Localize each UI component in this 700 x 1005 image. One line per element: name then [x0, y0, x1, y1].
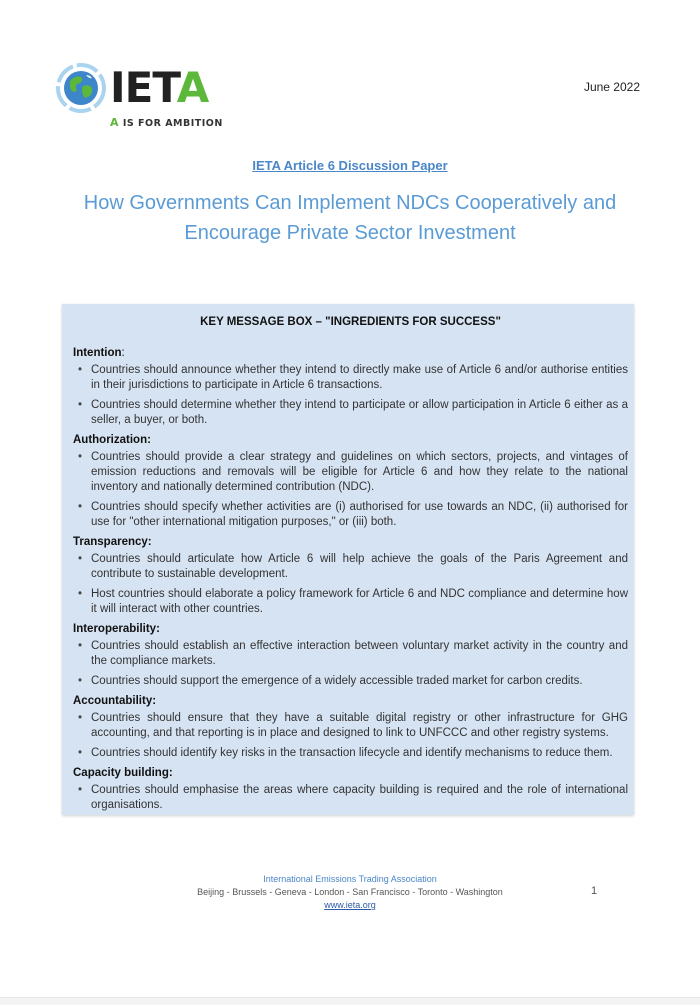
section-heading: Transparency:	[73, 536, 152, 548]
logo-tagline: A IS FOR AMBITION	[110, 116, 223, 129]
section-capacity-building	[73, 766, 628, 813]
bullet-item: • Countries should emphasise the areas where capacity building is required and the role of international organisations.	[73, 783, 628, 813]
key-message-box	[62, 304, 634, 815]
bullet-item: • Countries should support the emergence of a widely accessible traded market for carbon credits.	[73, 674, 628, 689]
globe-icon	[56, 63, 106, 113]
footer-organization: International Emissions Trading Association	[263, 874, 437, 884]
bullet-item: • Countries should ensure that they have a suitable digital registry or other infrastructure for GHG accounting, and that reporting is in place and designed to link to UNFCCC and other registry systems.	[73, 711, 628, 741]
section-intention	[73, 346, 628, 428]
document-subtitle: IETA Article 6 Discussion Paper	[252, 158, 448, 173]
section-heading: Intention:	[73, 347, 125, 359]
key-message-box-title: KEY MESSAGE BOX – "INGREDIENTS FOR SUCCESS"	[200, 316, 501, 328]
bullet-item: • Countries should determine whether they intend to participate or allow participation in Article 6 either as a seller, a buyer, or both.	[73, 398, 628, 428]
bullet-item: • Countries should identify key risks in the transaction lifecycle and identify mechanisms to reduce them.	[73, 746, 628, 761]
bullet-item: • Countries should specify whether activities are (i) authorised for use towards an NDC, (ii) authorised for use for "other international mitigation purposes," or (iii) both.	[73, 500, 628, 530]
title-line-2: Encourage Private Sector Investment	[184, 222, 516, 244]
document-title	[60, 188, 640, 248]
section-heading: Accountability:	[73, 695, 157, 707]
section-authorization	[73, 433, 628, 530]
bullet-item: • Countries should provide a clear strategy and guidelines on which sectors, projects, and vintages of emission reductions and removals will be eligible for Article 6 and how they relate to the national inventory and nationally determined contribution (NDC).	[73, 450, 628, 495]
bullet-item: • Host countries should elaborate a policy framework for Article 6 and NDC compliance and determine how it will interact with other countries.	[73, 587, 628, 617]
footer-cities: Beijing - Brussels - Geneva - London - San Francisco - Toronto - Washington	[197, 887, 503, 897]
bullet-item: • Countries should articulate how Article 6 will help achieve the goals of the Paris Agreement and contribute to sustainable development.	[73, 552, 628, 582]
page-number: 1	[591, 885, 598, 897]
footer-website-link[interactable]: www.ieta.org	[324, 900, 376, 910]
document-date: June 2022	[583, 80, 640, 94]
bullet-item: • Countries should announce whether they intend to directly make use of Article 6 and/or authorise entities in their jurisdictions to participate in Article 6 transactions.	[73, 363, 628, 393]
section-accountability	[73, 694, 628, 761]
section-heading: Authorization:	[73, 434, 151, 446]
section-heading: Capacity building:	[73, 767, 173, 779]
title-line-1: How Governments Can Implement NDCs Cooperatively and	[83, 192, 617, 214]
ieta-logo	[48, 62, 226, 134]
logo-wordmark: IETA	[110, 63, 209, 112]
bullet-item: • Countries should establish an effective interaction between voluntary market activity in the country and the compliance markets.	[73, 639, 628, 669]
section-heading: Interoperability:	[73, 623, 160, 635]
section-interoperability	[73, 622, 628, 689]
section-transparency	[73, 535, 628, 617]
